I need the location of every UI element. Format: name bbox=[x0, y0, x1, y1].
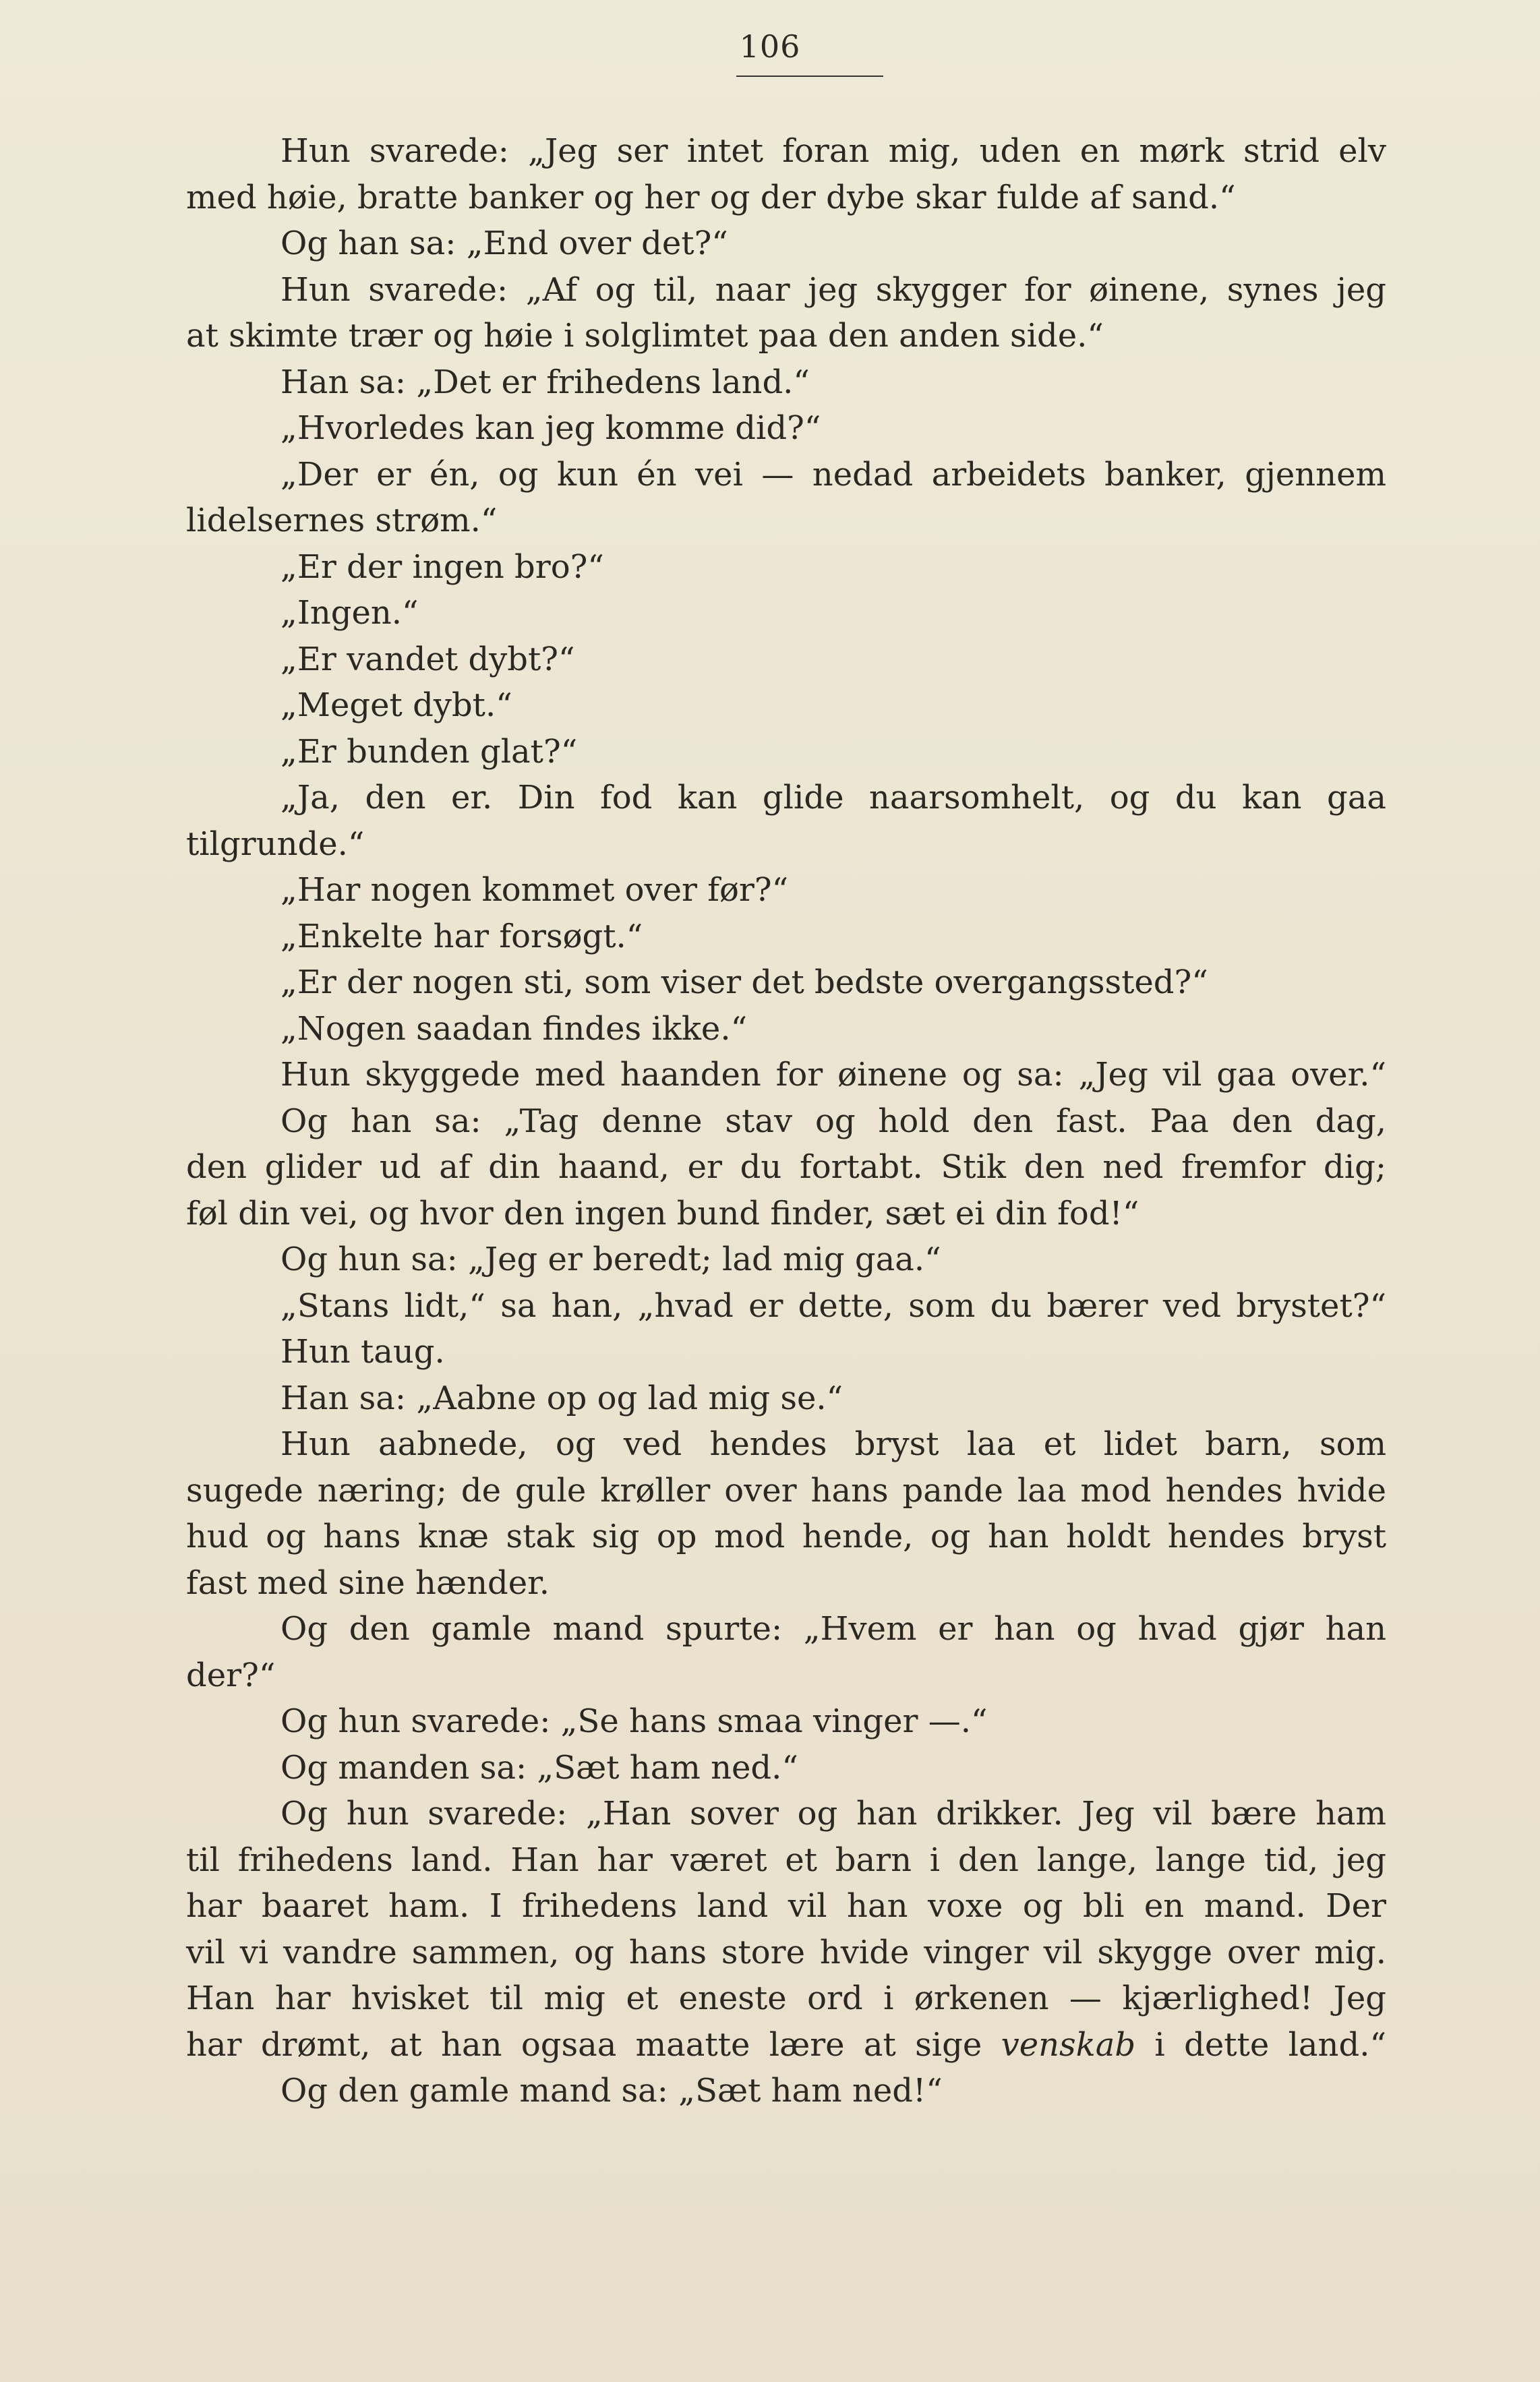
text-line bbox=[186, 1098, 1386, 1145]
text-line bbox=[186, 1606, 1386, 1652]
text-line bbox=[186, 220, 1386, 267]
text-line-content: Og den gamle mand spurte: „Hvem er han og hvad gjør han bbox=[280, 1610, 1386, 1648]
text-line-content: hud og hans knæ stak sig op mod hende, og han holdt hendes bryst bbox=[186, 1518, 1386, 1555]
text-line-content: „Stans lidt,“ sa han, „hvad er dette, som du bærer ved brystet?“ bbox=[280, 1286, 1386, 1325]
text-line bbox=[186, 267, 1386, 314]
text-line bbox=[186, 1052, 1386, 1098]
text-line-content: „Ja, den er. Din fod kan glide naarsomhelt, og du kan gaa bbox=[280, 779, 1386, 816]
text-line-content: „Meget dybt.“ bbox=[280, 686, 512, 724]
text-line-content: den glider ud af din haand, er du fortabt. Stik den ned fremfor dig; bbox=[186, 1148, 1386, 1186]
text-line bbox=[186, 359, 1386, 406]
text-line-content: med høie, bratte banker og her og der dybe skar fulde af sand.“ bbox=[186, 178, 1236, 216]
text-line bbox=[186, 128, 1386, 175]
text-line-content: Han har hvisket til mig et eneste ord i ørkenen — kjærlighed! Jeg bbox=[186, 1979, 1386, 2017]
text-line bbox=[186, 405, 1386, 452]
text-line bbox=[186, 1745, 1386, 1791]
text-line bbox=[186, 959, 1386, 1006]
text-line bbox=[186, 1698, 1386, 1745]
text-line-content: Han sa: „Det er frihedens land.“ bbox=[280, 363, 810, 401]
text-line bbox=[186, 1791, 1386, 1837]
text-line bbox=[186, 775, 1386, 821]
text-line bbox=[186, 498, 1386, 544]
text-line bbox=[186, 1560, 1386, 1607]
text-line-content: har baaret ham. I frihedens land vil han voxe og bli en mand. Der bbox=[186, 1887, 1386, 1925]
text-line bbox=[186, 1837, 1386, 1884]
text-line-content: Og hun svarede: „Se hans smaa vinger —.“ bbox=[280, 1702, 988, 1740]
text-line bbox=[186, 1329, 1386, 1375]
text-line bbox=[186, 821, 1386, 868]
text-line-tail: i dette land.“ bbox=[1135, 2025, 1386, 2064]
text-line-content: „Er vandet dybt?“ bbox=[280, 640, 575, 678]
emphasized-word: venskab bbox=[1001, 2025, 1136, 2064]
text-line bbox=[186, 636, 1386, 683]
text-line-content: „Ingen.“ bbox=[280, 594, 419, 632]
text-line bbox=[186, 175, 1386, 221]
body-text bbox=[186, 128, 1386, 2114]
text-line bbox=[186, 1283, 1386, 1330]
text-line-content: Hun svarede: „Af og til, naar jeg skygger for øinene, synes jeg bbox=[280, 270, 1386, 309]
text-line-content: „Nogen saadan findes ikke.“ bbox=[280, 1009, 748, 1048]
text-line bbox=[186, 1652, 1386, 1699]
text-line-content: Hun skyggede med haanden for øinene og sa: „Jeg vil gaa over.“ bbox=[280, 1056, 1386, 1094]
text-line-content: „Er der nogen sti, som viser det bedste overgangssted?“ bbox=[280, 963, 1208, 1001]
text-line bbox=[186, 313, 1386, 359]
text-line-content: Han sa: „Aabne op og lad mig se.“ bbox=[280, 1379, 843, 1417]
text-line-content: Hun svarede: „Jeg ser intet foran mig, uden en mørk strid elv bbox=[280, 132, 1386, 170]
text-line-content: sugede næring; de gule krøller over hans pande laa mod hendes hvide bbox=[186, 1471, 1386, 1510]
text-line-content: „Enkelte har forsøgt.“ bbox=[280, 917, 643, 955]
text-line bbox=[186, 1930, 1386, 1976]
text-line bbox=[186, 544, 1386, 591]
text-line-content: „Er der ingen bro?“ bbox=[280, 547, 604, 586]
text-line-content: Og hun sa: „Jeg er beredt; lad mig gaa.“ bbox=[280, 1241, 941, 1278]
text-line-content: vil vi vandre sammen, og hans store hvide vinger vil skygge over mig. bbox=[186, 1933, 1386, 1971]
text-line bbox=[186, 1006, 1386, 1052]
text-line-content: tilgrunde.“ bbox=[186, 825, 365, 863]
text-line-content: har drømt, at han ogsaa maatte lære at sige bbox=[186, 2025, 982, 2064]
text-line bbox=[186, 2022, 1386, 2068]
text-line bbox=[186, 452, 1386, 498]
text-line bbox=[186, 1514, 1386, 1560]
text-line-content: til frihedens land. Han har været et barn i den lange, lange tid, jeg bbox=[186, 1841, 1386, 1879]
text-line-content: „Er bunden glat?“ bbox=[280, 732, 578, 771]
text-line bbox=[186, 1144, 1386, 1191]
text-line bbox=[186, 1375, 1386, 1422]
text-line-content: Og han sa: „Tag denne stav og hold den fast. Paa den dag, bbox=[280, 1102, 1386, 1140]
text-line-content: der?“ bbox=[186, 1656, 276, 1694]
text-line-content: Og manden sa: „Sæt ham ned.“ bbox=[280, 1748, 798, 1787]
text-line-content: fast med sine hænder. bbox=[186, 1564, 550, 1602]
text-line-content: „Har nogen kommet over før?“ bbox=[280, 871, 789, 909]
text-line-content: Og hun svarede: „Han sover og han drikker. Jeg vil bære ham bbox=[280, 1795, 1386, 1833]
header-rule bbox=[736, 76, 883, 77]
text-line bbox=[186, 1421, 1386, 1468]
text-line-content: Og han sa: „End over det?“ bbox=[280, 225, 728, 262]
text-line-content: føl din vei, og hvor den ingen bund finder, sæt ei din fod!“ bbox=[186, 1194, 1139, 1232]
text-line-content: Hun aabnede, og ved hendes bryst laa et lidet barn, som bbox=[280, 1425, 1386, 1463]
text-line bbox=[186, 1883, 1386, 1930]
text-line-content: Og den gamle mand sa: „Sæt ham ned!“ bbox=[280, 2072, 943, 2110]
text-line bbox=[186, 1468, 1386, 1514]
text-line bbox=[186, 914, 1386, 960]
page-number: 106 bbox=[739, 28, 801, 65]
text-line bbox=[186, 1975, 1386, 2022]
text-line-content: at skimte trær og høie i solglimtet paa den anden side.“ bbox=[186, 317, 1104, 355]
text-line bbox=[186, 2068, 1386, 2114]
text-line-content: Hun taug. bbox=[280, 1333, 445, 1371]
text-line bbox=[186, 682, 1386, 729]
text-line-content: „Hvorledes kan jeg komme did?“ bbox=[280, 409, 821, 447]
text-line bbox=[186, 729, 1386, 775]
text-line bbox=[186, 590, 1386, 636]
text-line bbox=[186, 867, 1386, 914]
text-line bbox=[186, 1191, 1386, 1237]
text-line bbox=[186, 1237, 1386, 1283]
text-line-content: „Der er én, og kun én vei — nedad arbeidets banker, gjennem bbox=[280, 455, 1386, 494]
text-line-content: lidelsernes strøm.“ bbox=[186, 502, 498, 539]
